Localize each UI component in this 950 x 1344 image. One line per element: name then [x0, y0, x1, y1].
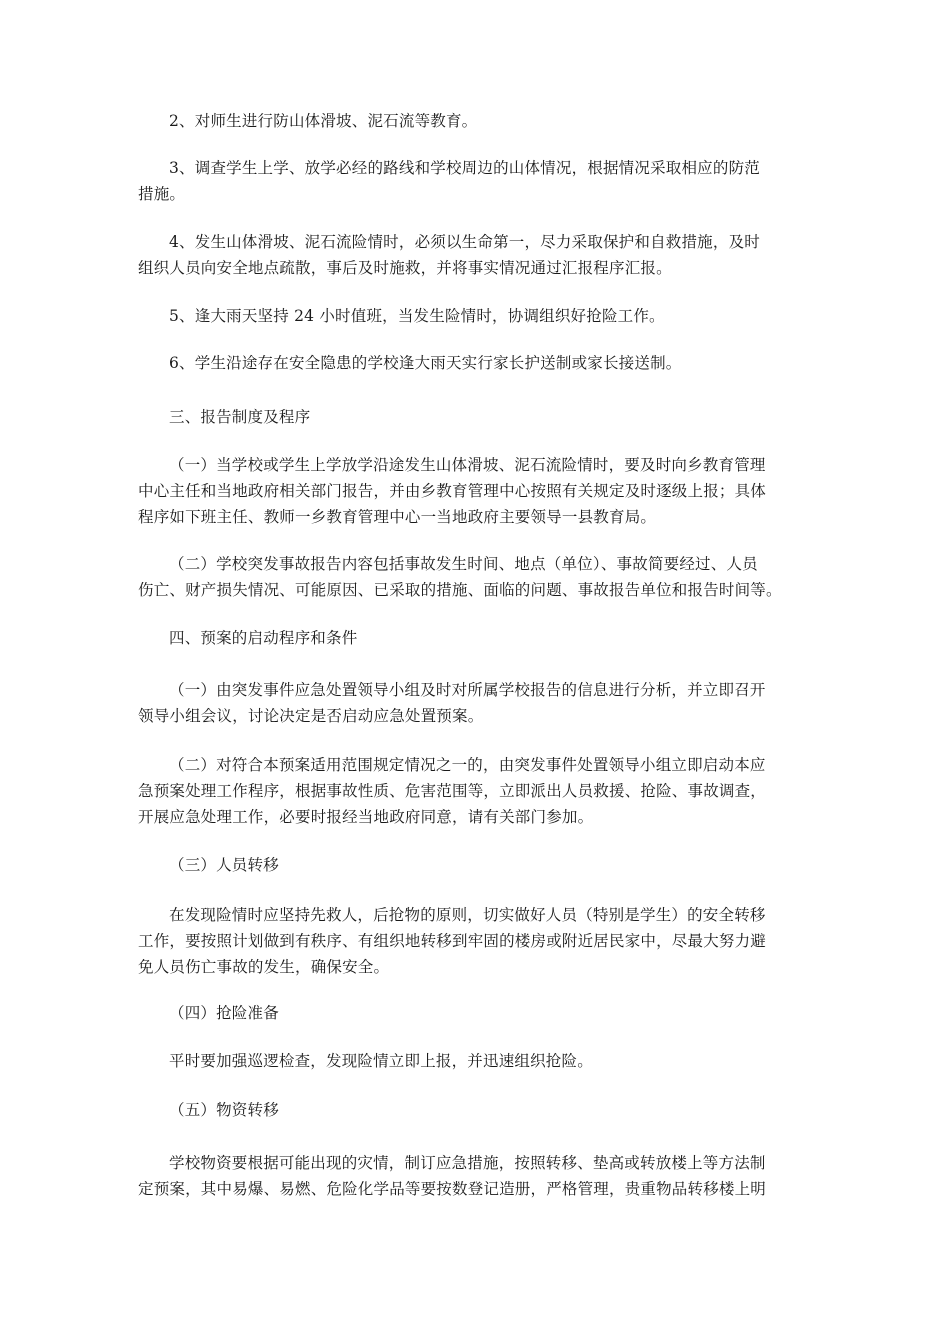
- paragraph-emergency-evacuation: 4、发生山体滑坡、泥石流险情时，必须以生命第一，尽力采取保护和自救措施，及时 组织人员向安全地点疏散，事后及时施救，并将事实情况通过汇报程序汇报。: [138, 233, 760, 277]
- subheading-personnel-transfer: （三）人员转移: [169, 856, 279, 874]
- paragraph-patrol-inspection: 平时要加强巡逻检查，发现险情立即上报，并迅速组织抢险。: [169, 1052, 593, 1070]
- paragraph-personnel-transfer: 在发现险情时应坚持先救人，后抢物的原则，切实做好人员（特别是学生）的安全转移 工作，要按照计划做到有秩序、有组织地转移到牢固的楼房或附近居民家中，尽最大努力避 免人员伤亡事故的发生，确保安全。: [138, 906, 767, 976]
- paragraph-report-procedure: （一）当学校或学生上学放学沿途发生山体滑坡、泥石流险情时，要及时向乡教育管理 中心主任和当地政府相关部门报告，并由乡教育管理中心按照有关规定及时逐级上报；具体 程序如下班主任、教师一乡教育管理中心一当地政府主要领导一县教育局。: [138, 456, 767, 526]
- section-heading-reporting: 三、报告制度及程序: [169, 408, 311, 426]
- paragraph-education: 2、对师生进行防山体滑坡、泥石流等教育。: [169, 112, 478, 130]
- paragraph-report-content: （二）学校突发事故报告内容包括事故发生时间、地点（单位）、事故简要经过、人员 伤亡、财产损失情况、可能原因、已采取的措施、面临的问题、事故报告单位和报告时间等。: [138, 555, 782, 599]
- section-heading-activation: 四、预案的启动程序和条件: [169, 629, 358, 647]
- subheading-rescue-preparation: （四）抢险准备: [169, 1004, 279, 1022]
- paragraph-material-transfer: 学校物资要根据可能出现的灾情，制订应急措施，按照转移、垫高或转放楼上等方法制 定预案，其中易爆、易燃、危险化学品等要按数登记造册，严格管理，贵重物品转移楼上明: [138, 1154, 767, 1198]
- paragraph-24h-duty: 5、逢大雨天坚持 24 小时值班，当发生险情时，协调组织好抢险工作。: [169, 307, 665, 325]
- paragraph-survey-routes: 3、调查学生上学、放学必经的路线和学校周边的山体情况，根据情况采取相应的防范 措施。: [138, 159, 760, 203]
- paragraph-activate-plan: （二）对符合本预案适用范围规定情况之一的，由突发事件处置领导小组立即启动本应 急预案处理工作程序，根据事故性质、危害范围等，立即派出人员救援、抢险、事故调查， 开展应急处理工作，必要时报经当地政府同意，请有关部门参加。: [138, 756, 767, 826]
- paragraph-analysis-meeting: （一）由突发事件应急处置领导小组及时对所属学校报告的信息进行分析，并立即召开 领导小组会议，讨论决定是否启动应急处置预案。: [138, 681, 766, 725]
- subheading-material-transfer: （五）物资转移: [169, 1101, 279, 1119]
- paragraph-parent-escort: 6、学生沿途存在安全隐患的学校逢大雨天实行家长护送制或家长接送制。: [169, 354, 682, 372]
